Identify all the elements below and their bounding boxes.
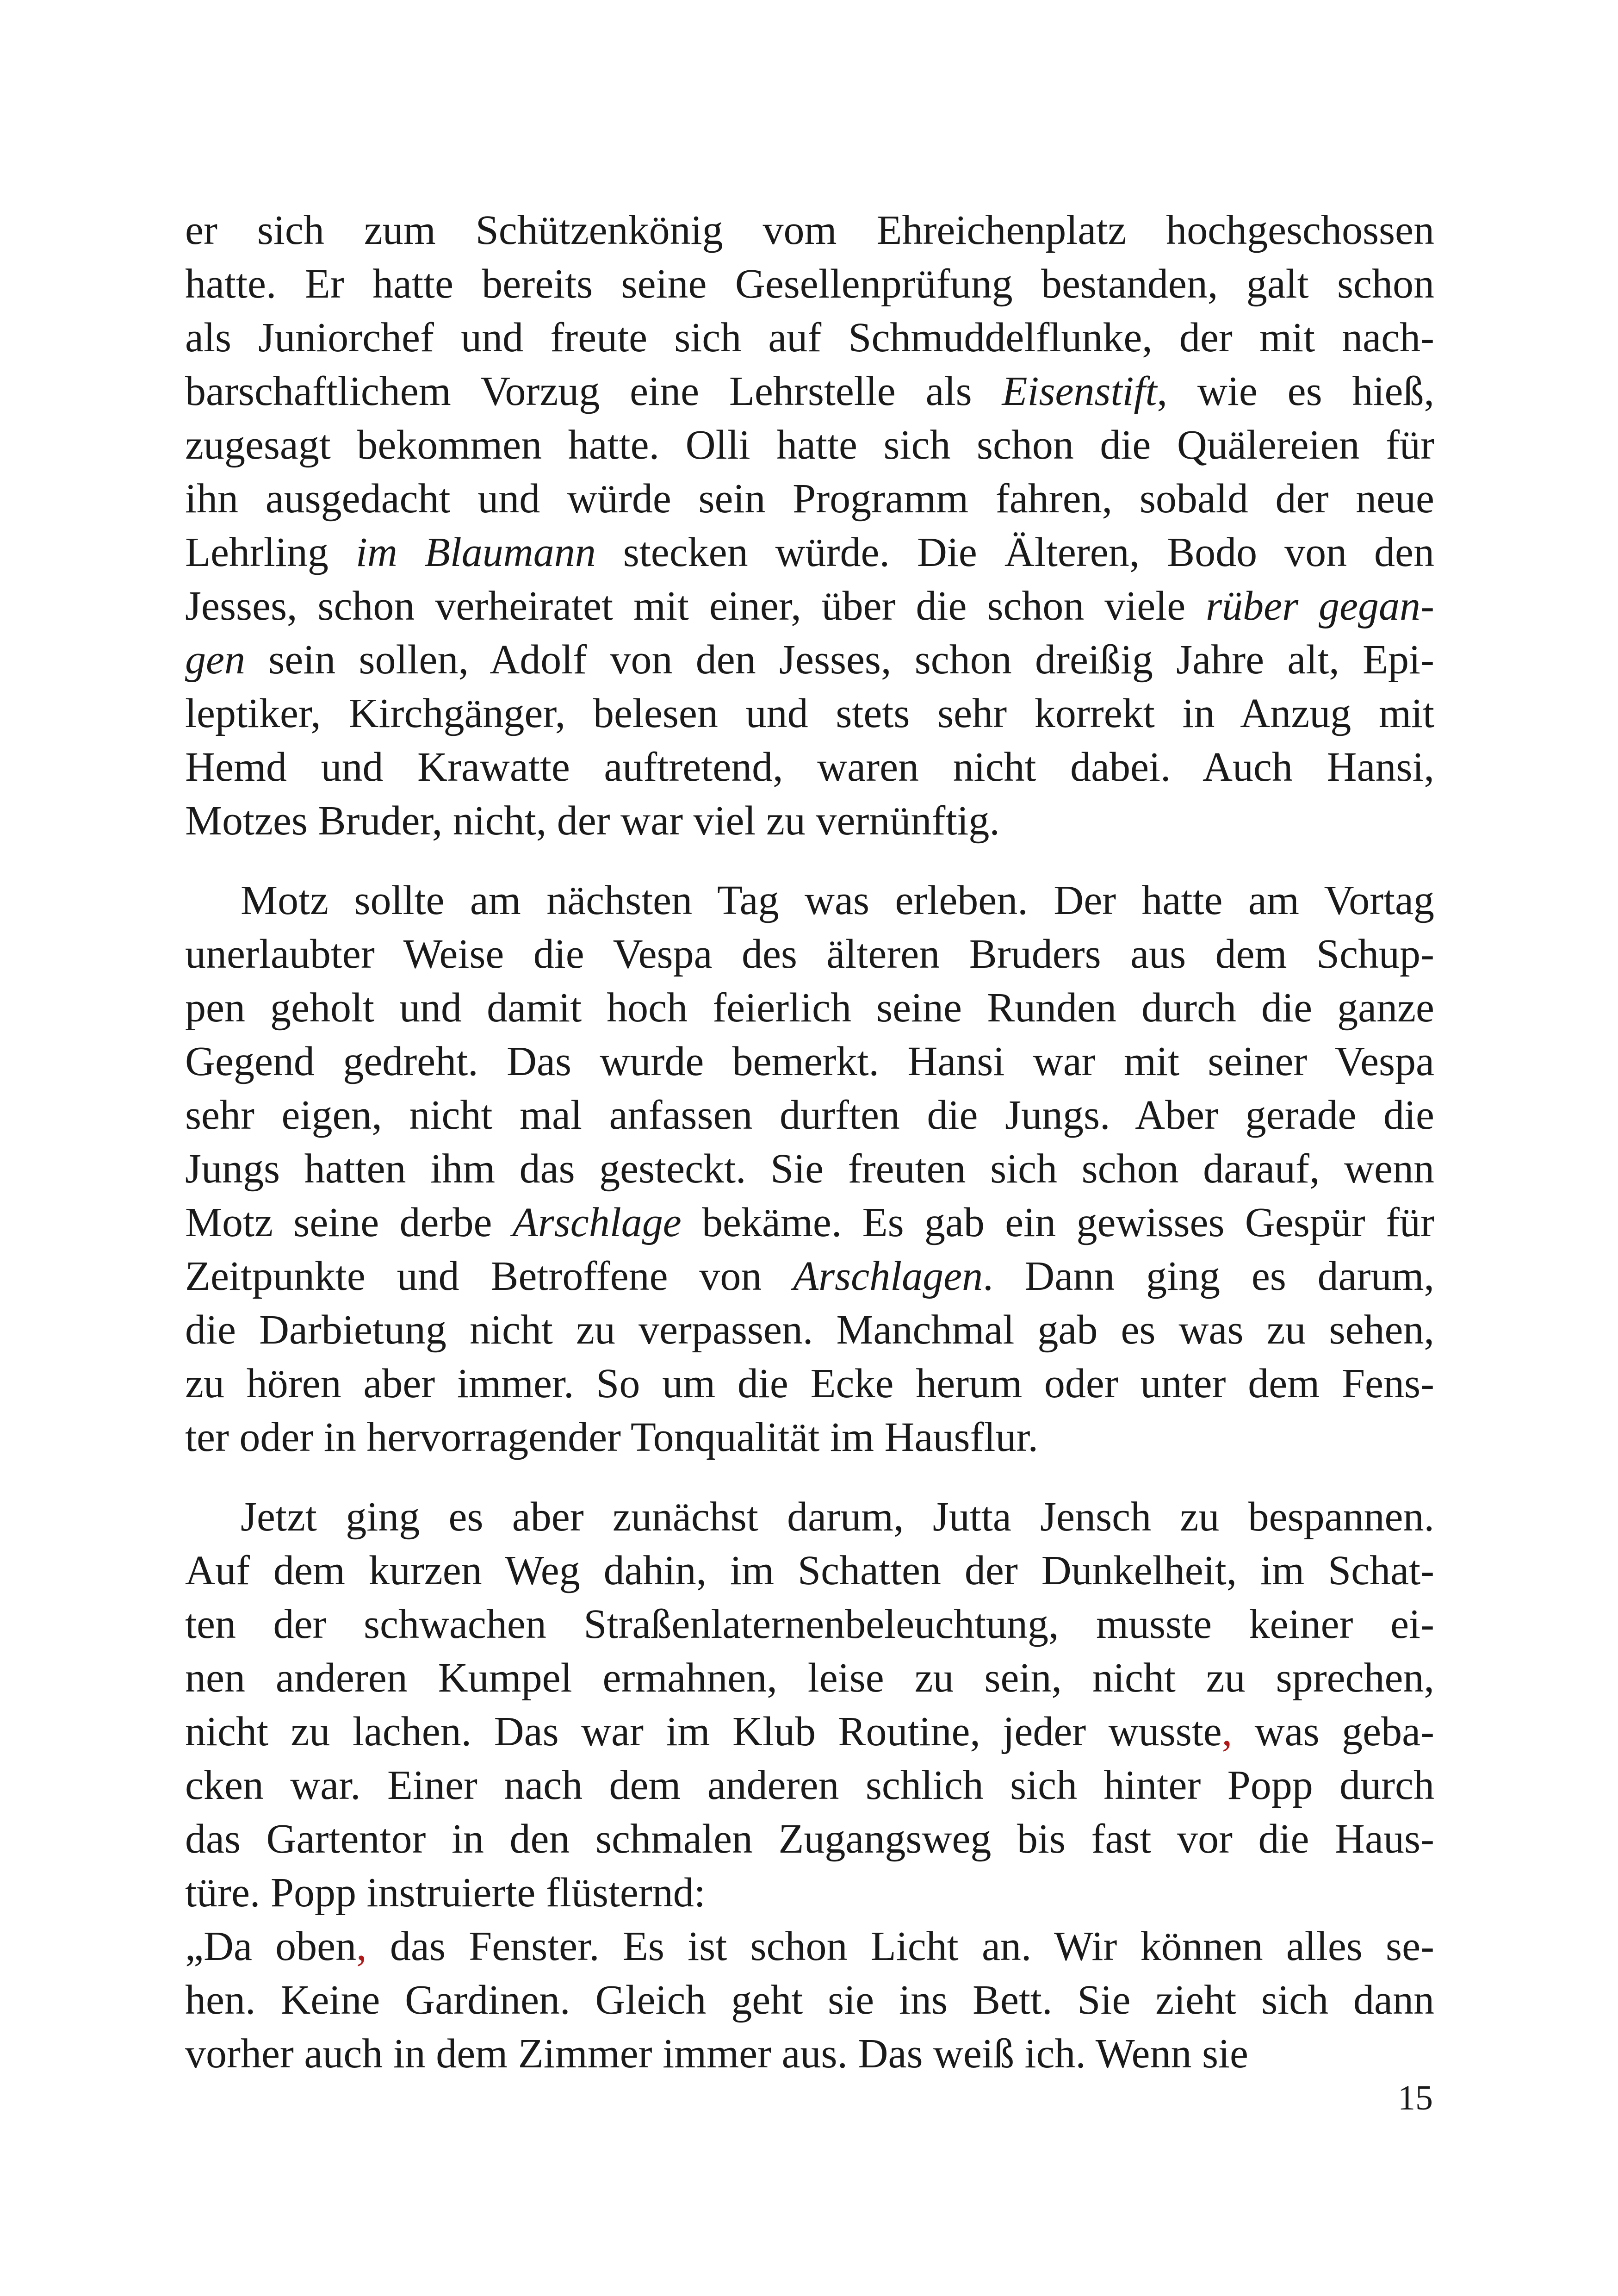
text-line: [185, 579, 1434, 633]
text-line: [185, 1866, 1434, 1920]
text-run: nen anderen Kumpel ermahnen, leise zu sein, nicht zu sprechen,: [185, 1655, 1434, 1701]
italic-text: Arschlage: [512, 1200, 682, 1245]
text-line: [185, 927, 1434, 981]
text-run: . Dann ging es darum,: [983, 1253, 1434, 1299]
marked-comma: ,: [1221, 1709, 1233, 1755]
text-run: das Gartentor in den schmalen Zugangsweg bis fast vor die Haus-: [185, 1816, 1434, 1862]
text-run: hen. Keine Gardinen. Gleich geht sie ins Bett. Sie zieht sich dann: [185, 1977, 1434, 2023]
text-run: er sich zum Schützenkönig vom Ehreichenplatz hochgeschossen: [185, 207, 1434, 253]
text-run: pen geholt und damit hoch feierlich seine Runden durch die ganze: [185, 985, 1434, 1031]
text-line: [185, 257, 1434, 311]
text-line: [185, 2027, 1434, 2081]
paragraph: [185, 1490, 1434, 1920]
text-run: Jesses, schon verheiratet mit einer, über die schon viele: [185, 583, 1206, 629]
text-line: [185, 1651, 1434, 1705]
text-run: ten der schwachen Straßenlaternenbeleuchtung, musste keiner ei-: [185, 1601, 1434, 1647]
text-run: Hemd und Krawatte auftretend, waren nicht dabei. Auch Hansi,: [185, 744, 1434, 790]
text-run: Motz seine derbe: [185, 1200, 513, 1245]
text-line: [185, 1089, 1434, 1142]
text-line: [185, 1812, 1434, 1866]
text-line: [185, 740, 1434, 794]
text-line: [185, 1035, 1434, 1089]
text-line: [185, 418, 1434, 472]
text-run: , wie es hieß,: [1157, 368, 1434, 414]
text-run: Jetzt ging es aber zunächst darum, Jutta Jensch zu bespannen.: [241, 1494, 1434, 1540]
text-run: hatte. Er hatte bereits seine Gesellenprüfung bestanden, galt schon: [185, 261, 1434, 307]
text-run: Lehrling: [185, 529, 356, 575]
text-run: sein sollen, Adolf von den Jesses, schon dreißig Jahre alt, Epi-: [245, 637, 1434, 683]
text-run: nicht zu lachen. Das war im Klub Routine, jeder wusste: [185, 1709, 1222, 1755]
text-line: [185, 365, 1434, 418]
text-run: die Darbietung nicht zu verpassen. Manchmal gab es was zu sehen,: [185, 1307, 1434, 1353]
text-run: Auf dem kurzen Weg dahin, im Schatten der Dunkelheit, im Schat-: [185, 1548, 1434, 1593]
text-line: [185, 1705, 1434, 1759]
text-line: [185, 633, 1434, 687]
text-run: zugesagt bekommen hatte. Olli hatte sich schon die Quälereien für: [185, 422, 1434, 468]
text-run: zu hören aber immer. So um die Ecke herum oder unter dem Fens-: [185, 1361, 1434, 1406]
paragraph: [185, 874, 1434, 1464]
text-line: [185, 311, 1434, 365]
italic-text: rüber gegan-: [1206, 583, 1434, 629]
text-line: [185, 1357, 1434, 1411]
text-run: leptiker, Kirchgänger, belesen und stets sehr korrekt in Anzug mit: [185, 691, 1434, 736]
text-line: [185, 1303, 1434, 1357]
italic-text: Eisenstift: [1002, 368, 1157, 414]
text-run: als Juniorchef und freute sich auf Schmuddelflunke, der mit nach-: [185, 315, 1434, 361]
text-run: Jungs hatten ihm das gesteckt. Sie freuten sich schon darauf, wenn: [185, 1146, 1434, 1192]
text-run: ter oder in hervorragender Tonqualität im Hausflur.: [185, 1414, 1038, 1460]
text-line: [185, 874, 1434, 927]
text-run: sehr eigen, nicht mal anfassen durften die Jungs. Aber gerade die: [185, 1092, 1434, 1138]
text-line: [185, 1973, 1434, 2027]
text-run: ihn ausgedacht und würde sein Programm fahren, sobald der neue: [185, 476, 1434, 522]
text-run: cken war. Einer nach dem anderen schlich sich hinter Popp durch: [185, 1762, 1434, 1808]
text-line: [185, 1544, 1434, 1598]
text-run: was geba-: [1232, 1709, 1434, 1755]
paragraph: [185, 204, 1434, 848]
text-line: [185, 1250, 1434, 1303]
text-run: Motzes Bruder, nicht, der war viel zu vernünftig.: [185, 798, 1000, 844]
text-line: [185, 1598, 1434, 1651]
body-text: [185, 204, 1434, 2081]
text-line: [185, 794, 1434, 848]
text-line: [185, 1196, 1434, 1250]
text-run: bekäme. Es gab ein gewisses Gespür für: [681, 1200, 1434, 1245]
page-number: 15: [1398, 2078, 1433, 2117]
text-line: [185, 1490, 1434, 1544]
paragraph: [185, 1920, 1434, 2081]
text-run: stecken würde. Die Älteren, Bodo von den: [595, 529, 1435, 575]
text-line: [185, 472, 1434, 526]
text-run: Gegend gedreht. Das wurde bemerkt. Hansi war mit seiner Vespa: [185, 1039, 1434, 1084]
text-run: vorher auch in dem Zimmer immer aus. Das weiß ich. Wenn sie: [185, 2031, 1248, 2077]
text-line: [185, 526, 1434, 579]
text-run: Zeitpunkte und Betroffene von: [185, 1253, 794, 1299]
text-line: [185, 981, 1434, 1035]
text-line: [185, 1920, 1434, 1973]
italic-text: im Blaumann: [355, 529, 596, 575]
italic-text: gen: [185, 637, 245, 683]
text-run: „Da oben: [185, 1923, 357, 1969]
text-run: Motz sollte am nächsten Tag was erleben. Der hatte am Vortag: [241, 877, 1434, 923]
marked-comma: ,: [356, 1923, 367, 1969]
text-line: [185, 204, 1434, 257]
text-run: barschaftlichem Vorzug eine Lehrstelle als: [185, 368, 1002, 414]
text-run: unerlaubter Weise die Vespa des älteren Bruders aus dem Schup-: [185, 931, 1434, 977]
text-line: [185, 1411, 1434, 1464]
italic-text: Arschlagen: [793, 1253, 983, 1299]
text-line: [185, 1759, 1434, 1812]
text-run: türe. Popp instruierte flüsternd:: [185, 1870, 706, 1916]
text-line: [185, 687, 1434, 740]
text-line: [185, 1142, 1434, 1196]
text-run: das Fenster. Es ist schon Licht an. Wir können alles se-: [366, 1923, 1435, 1969]
